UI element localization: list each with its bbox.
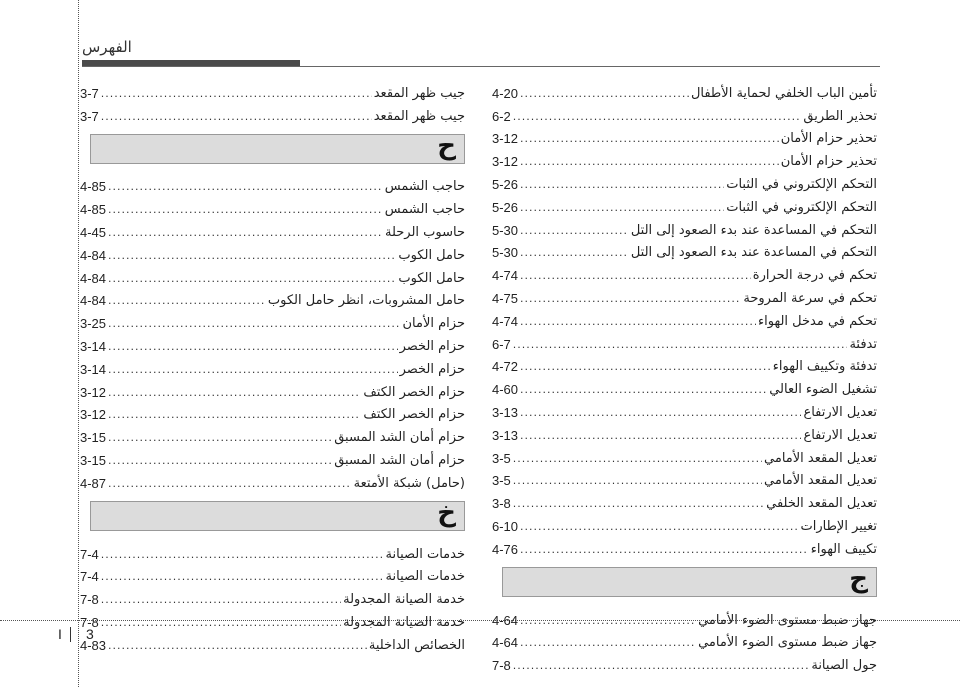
dot-leader: [101, 592, 341, 608]
entry-page-number: 4-74: [492, 268, 519, 284]
entry-label: حزام الخصر الكتف: [363, 407, 465, 423]
dot-leader: [513, 473, 762, 489]
entry-label: تحذير حزام الأمان: [780, 154, 877, 170]
entry-label: تشغيل الضوء العالي: [769, 382, 877, 398]
dot-leader: [101, 109, 372, 125]
entry-page-number: 4-20: [492, 85, 519, 101]
entry-label: (حامل) شبكة الأمتعة: [353, 475, 465, 491]
entry-label: حزام الخصر الكتف: [363, 384, 465, 400]
index-entry: [492, 512, 877, 535]
index-entry: [492, 125, 877, 148]
index-entry: [80, 264, 465, 287]
entry-label: حزام الأمان: [402, 316, 465, 332]
dot-leader: [108, 225, 383, 241]
section-letter: خ: [437, 497, 456, 528]
section-letter: ح: [437, 130, 456, 161]
dot-leader: [101, 615, 341, 631]
index-entry: [80, 608, 465, 631]
dot-leader: [520, 542, 809, 558]
entry-page-number: 4-84: [80, 293, 107, 309]
entry-label: التحكم الإلكتروني في الثبات: [726, 176, 877, 192]
entry-label: حزام أمان الشد المسبق: [334, 452, 465, 468]
dot-leader: [108, 271, 396, 287]
index-entry: [492, 147, 877, 170]
entry-page-number: 4-45: [80, 224, 107, 240]
entry-page-number: 7-8: [492, 658, 511, 674]
entry-page-number: 4-76: [492, 541, 519, 557]
entry-page-number: 6-2: [492, 108, 511, 124]
index-entry: [492, 606, 877, 629]
index-entry: [492, 375, 877, 398]
entry-label: حزام الخصر: [399, 338, 465, 354]
entry-label: التحكم الإلكتروني في الثبات: [726, 199, 877, 215]
entry-page-number: 4-84: [80, 270, 107, 286]
index-group: [80, 173, 465, 492]
index-group: [492, 79, 877, 558]
entry-label: جيب ظهر المقعد: [373, 85, 465, 101]
index-entry: [492, 261, 877, 284]
section-header-haa: [90, 130, 465, 164]
entry-label: خدمة الصيانة المجدولة: [343, 592, 465, 608]
entry-label: خدمات الصيانة: [385, 569, 465, 585]
index-entry: [492, 421, 877, 444]
dot-leader: [520, 405, 801, 421]
dot-leader: [513, 658, 810, 674]
index-entry: [80, 309, 465, 332]
dot-leader: [520, 613, 696, 629]
dot-leader: [513, 337, 848, 353]
index-entry: [80, 446, 465, 469]
entry-page-number: 3-14: [80, 338, 107, 354]
index-entry: [492, 330, 877, 353]
index-entry: [80, 287, 465, 310]
entry-label: جيب ظهر المقعد: [373, 108, 465, 124]
dot-leader: [513, 109, 802, 125]
page-title: الفهرس: [82, 38, 132, 56]
index-entry: [80, 423, 465, 446]
index-entry: [80, 401, 465, 424]
dot-leader: [520, 268, 751, 284]
footer-separator: [70, 627, 71, 642]
index-entry: [80, 173, 465, 196]
dot-leader: [108, 339, 398, 355]
index-entry: [492, 239, 877, 262]
index-entry: [492, 193, 877, 216]
entry-page-number: 3-12: [492, 154, 519, 170]
section-header-khaa: [90, 497, 465, 531]
section-marker: I: [58, 626, 62, 642]
dot-leader: [108, 316, 400, 332]
index-entry: [80, 218, 465, 241]
dot-leader: [513, 496, 764, 512]
index-group: [80, 540, 465, 654]
dot-leader: [108, 362, 398, 378]
entry-page-number: 4-85: [80, 179, 107, 195]
dot-leader: [108, 293, 266, 309]
index-entry: [80, 241, 465, 264]
entry-page-number: 3-13: [492, 427, 519, 443]
entry-page-number: 3-13: [492, 404, 519, 420]
entry-label: تحكم في درجة الحرارة: [752, 268, 877, 284]
entry-page-number: 7-4: [80, 569, 99, 585]
dot-leader: [520, 200, 724, 216]
index-entry: [492, 79, 877, 102]
entry-page-number: 4-84: [80, 247, 107, 263]
entry-label: خدمة الصيانة المجدولة: [343, 614, 465, 630]
dot-leader: [520, 359, 771, 375]
entry-label: حامل المشروبات، انظر حامل الكوب: [267, 293, 465, 309]
index-entry: [492, 489, 877, 512]
entry-page-number: 5-26: [492, 176, 519, 192]
entry-label: تدفئة وتكييف الهواء: [772, 359, 877, 375]
section-letter: ج: [849, 563, 868, 594]
index-entry: [80, 540, 465, 563]
index-entry: [492, 651, 877, 674]
entry-label: تأمين الباب الخلفي لحماية الأطفال: [690, 85, 877, 101]
entry-label: تعديل المقعد الأمامي: [764, 473, 877, 489]
index-entry: [80, 79, 465, 102]
entry-page-number: 3-12: [80, 407, 107, 423]
index-entry: [80, 102, 465, 125]
index-entry: [80, 469, 465, 492]
entry-label: حزام أمان الشد المسبق: [334, 430, 465, 446]
entry-page-number: 4-74: [492, 313, 519, 329]
index-entry: [492, 307, 877, 330]
index-column-left: [80, 79, 465, 654]
entry-label: حامل الكوب: [398, 270, 465, 286]
dot-leader: [520, 519, 798, 535]
index-entry: [492, 467, 877, 490]
entry-page-number: 3-14: [80, 361, 107, 377]
index-entry: [492, 353, 877, 376]
entry-page-number: 7-8: [80, 614, 99, 630]
entry-label: التحكم في المساعدة عند بدء الصعود إلى التل: [630, 245, 877, 261]
dot-leader: [520, 86, 689, 102]
index-entry: [80, 355, 465, 378]
entry-label: حاجب الشمس: [384, 202, 465, 218]
entry-page-number: 3-12: [492, 131, 519, 147]
index-column-right: [492, 79, 877, 674]
entry-label: التحكم في المساعدة عند بدء الصعود إلى التل: [630, 222, 877, 238]
dot-leader: [520, 635, 696, 651]
dot-leader: [108, 430, 332, 446]
entry-label: حزام الخصر: [399, 361, 465, 377]
section-header-jeem: [502, 563, 877, 597]
entry-page-number: 4-83: [80, 637, 107, 653]
dot-leader: [520, 291, 741, 307]
entry-page-number: 4-75: [492, 290, 519, 306]
entry-page-number: 4-64: [492, 612, 519, 628]
index-entry: [80, 195, 465, 218]
dot-leader: [520, 223, 629, 239]
dot-leader: [108, 407, 361, 423]
dot-leader: [513, 451, 762, 467]
entry-page-number: 3-15: [80, 430, 107, 446]
entry-page-number: 4-87: [80, 475, 107, 491]
entry-page-number: 4-64: [492, 635, 519, 651]
dot-leader: [108, 476, 352, 492]
entry-label: تعديل المقعد الأمامي: [764, 450, 877, 466]
index-group: [492, 606, 877, 674]
entry-page-number: 5-30: [492, 245, 519, 261]
entry-label: تحكم في سرعة المروحة: [743, 290, 877, 306]
index-entry: [80, 585, 465, 608]
entry-page-number: 7-4: [80, 546, 99, 562]
index-entry: [492, 444, 877, 467]
dot-leader: [101, 86, 372, 102]
index-entry: [492, 398, 877, 421]
index-group: [80, 79, 465, 125]
dot-leader: [520, 382, 767, 398]
entry-page-number: 3-12: [80, 384, 107, 400]
entry-page-number: 6-7: [492, 336, 511, 352]
dot-leader: [520, 428, 801, 444]
index-entry: [492, 216, 877, 239]
dot-leader: [520, 245, 629, 261]
dot-leader: [101, 569, 384, 585]
entry-label: حامل الكوب: [398, 247, 465, 263]
index-entry: [80, 631, 465, 654]
entry-page-number: 3-25: [80, 316, 107, 332]
entry-page-number: 3-5: [492, 450, 511, 466]
index-entry: [492, 102, 877, 125]
entry-page-number: 5-30: [492, 222, 519, 238]
header-rule: [82, 66, 880, 67]
dot-leader: [108, 202, 383, 218]
index-entry: [80, 378, 465, 401]
entry-label: جهاز ضبط مستوى الضوء الأمامي: [698, 635, 877, 651]
dot-leader: [520, 177, 724, 193]
dot-leader: [520, 154, 779, 170]
dot-leader: [108, 179, 383, 195]
index-entry: [492, 629, 877, 652]
entry-label: حاسوب الرحلة: [384, 224, 465, 240]
entry-page-number: 3-7: [80, 85, 99, 101]
entry-page-number: 4-85: [80, 202, 107, 218]
dot-leader: [108, 385, 361, 401]
entry-page-number: 3-15: [80, 452, 107, 468]
dot-leader: [108, 248, 396, 264]
entry-page-number: 7-8: [80, 592, 99, 608]
entry-label: جول الصيانة: [811, 658, 877, 674]
entry-label: تحذير الطريق: [803, 108, 877, 124]
entry-label: تعديل الارتفاع: [803, 427, 877, 443]
entry-page-number: 4-60: [492, 382, 519, 398]
margin-dotted-line-vertical: [78, 0, 79, 687]
dot-leader: [108, 638, 367, 654]
page-number: 3: [86, 626, 94, 642]
index-entry: [492, 535, 877, 558]
entry-label: تحكم في مدخل الهواء: [758, 313, 877, 329]
entry-label: تعديل المقعد الخلفي: [766, 496, 877, 512]
entry-label: تحذير حزام الأمان: [780, 131, 877, 147]
entry-page-number: 3-5: [492, 473, 511, 489]
entry-page-number: 3-8: [492, 496, 511, 512]
entry-page-number: 4-72: [492, 359, 519, 375]
entry-label: تعديل الارتفاع: [803, 404, 877, 420]
entry-label: خدمات الصيانة: [385, 546, 465, 562]
dot-leader: [101, 547, 384, 563]
entry-label: تغيير الإطارات: [800, 518, 877, 534]
entry-label: جهاز ضبط مستوى الضوء الأمامي: [698, 612, 877, 628]
index-entry: [492, 170, 877, 193]
entry-page-number: 3-7: [80, 108, 99, 124]
dot-leader: [108, 453, 332, 469]
index-entry: [80, 332, 465, 355]
entry-label: حاجب الشمس: [384, 179, 465, 195]
index-entry: [492, 284, 877, 307]
dot-leader: [520, 131, 779, 147]
entry-label: تكييف الهواء: [810, 541, 877, 557]
entry-page-number: 5-26: [492, 199, 519, 215]
entry-page-number: 6-10: [492, 518, 519, 534]
entry-label: الخصائص الداخلية: [368, 637, 465, 653]
dot-leader: [520, 314, 756, 330]
entry-label: تدفئة: [849, 336, 877, 352]
index-entry: [80, 563, 465, 586]
